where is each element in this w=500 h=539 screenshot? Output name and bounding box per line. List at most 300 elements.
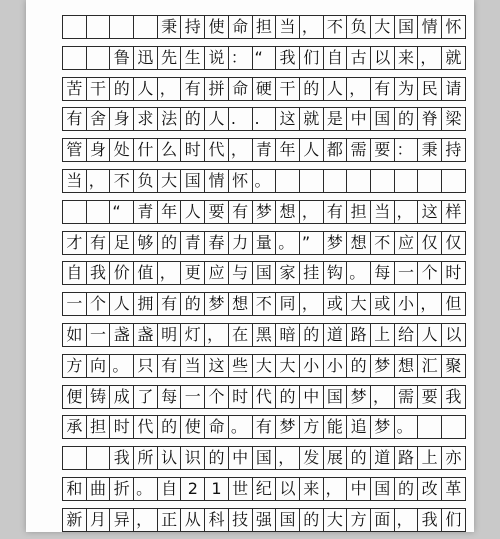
grid-cell: 应 (394, 231, 419, 255)
grid-cell: 。 (394, 415, 419, 439)
grid-cell: 使 (180, 415, 205, 439)
grid-cell: 一 (86, 323, 111, 347)
grid-cell: 或 (323, 292, 348, 316)
grid-cell: 担 (346, 200, 371, 224)
grid-cell: 世 (228, 477, 253, 501)
grid-row (62, 508, 482, 532)
grid-row (62, 138, 482, 162)
grid-cell (394, 169, 419, 193)
grid-cell (62, 15, 87, 39)
grid-cell: 梦 (204, 292, 229, 316)
grid-cell: “ (109, 200, 134, 224)
grid-cell: 想 (394, 354, 419, 378)
grid-cell: 人 (323, 77, 348, 101)
grid-cell: 亦 (441, 446, 466, 470)
grid-cell: 够 (133, 231, 158, 255)
grid-cell: 汇 (417, 354, 442, 378)
grid-row (62, 200, 482, 224)
grid-cell: 持 (441, 138, 466, 162)
grid-cell: 古 (346, 46, 371, 70)
grid-cell: 们 (299, 46, 324, 70)
grid-cell: 秉 (417, 138, 442, 162)
grid-cell: 想 (228, 292, 253, 316)
grid-cell: 国 (275, 508, 300, 532)
grid-cell: 有 (180, 77, 205, 101)
grid-cell: 的 (275, 385, 300, 409)
grid-cell: ， (299, 292, 324, 316)
grid-cell: 国 (394, 15, 419, 39)
grid-cell: 了 (133, 385, 158, 409)
grid-cell: 仅 (417, 231, 442, 255)
grid-cell: 梦 (370, 354, 395, 378)
grid-cell: 上 (370, 323, 395, 347)
grid-cell: 我 (441, 385, 466, 409)
grid-cell: 所 (133, 446, 158, 470)
grid-cell: 人 (204, 107, 229, 131)
grid-cell: 方 (299, 415, 324, 439)
grid-cell: 担 (86, 415, 111, 439)
grid-cell: 明 (157, 323, 182, 347)
grid-cell: 发 (299, 446, 324, 470)
grid-cell: 的 (394, 107, 419, 131)
grid-cell: 民 (417, 77, 442, 101)
grid-row (62, 107, 482, 131)
grid-cell: 自 (62, 261, 87, 285)
grid-cell: 个 (417, 261, 442, 285)
grid-cell: 小 (299, 354, 324, 378)
grid-cell: ， (275, 446, 300, 470)
grid-cell: 处 (109, 138, 134, 162)
grid-cell: ， (370, 385, 395, 409)
grid-cell: 时 (180, 138, 205, 162)
grid-cell: 想 (275, 200, 300, 224)
grid-cell: 才 (62, 231, 87, 255)
grid-cell: 的 (180, 107, 205, 131)
grid-cell: 负 (346, 15, 371, 39)
grid-cell: 。 (109, 354, 134, 378)
grid-row (62, 231, 482, 255)
grid-row (62, 46, 482, 70)
grid-cell: 中 (346, 477, 371, 501)
grid-cell: 当 (180, 354, 205, 378)
grid-cell: 与 (228, 261, 253, 285)
grid-cell: 来 (299, 477, 324, 501)
grid-cell: 干 (86, 77, 111, 101)
grid-cell: 新 (62, 508, 87, 532)
grid-cell: 科 (204, 508, 229, 532)
grid-cell: 。 (252, 169, 277, 193)
grid-cell: 迅 (133, 46, 158, 70)
grid-cell: 时 (109, 415, 134, 439)
grid-row (62, 477, 482, 501)
grid-cell (86, 46, 111, 70)
grid-cell: 求 (133, 107, 158, 131)
grid-row (62, 169, 482, 193)
grid-cell: 这 (204, 354, 229, 378)
grid-cell: 面 (370, 508, 395, 532)
grid-cell: 黑 (252, 323, 277, 347)
grid-cell: 生 (180, 46, 205, 70)
grid-cell: 大 (323, 508, 348, 532)
grid-cell: 足 (109, 231, 134, 255)
grid-cell: ， (157, 77, 182, 101)
grid-cell: 人 (417, 323, 442, 347)
grid-row (62, 261, 482, 285)
grid-cell: 自 (323, 46, 348, 70)
grid-cell: 1 (204, 477, 229, 501)
grid-cell: 便 (62, 385, 87, 409)
grid-cell: ” (299, 231, 324, 255)
grid-cell: 梦 (323, 231, 348, 255)
grid-cell: 青 (252, 138, 277, 162)
grid-cell (86, 15, 111, 39)
grid-row (62, 385, 482, 409)
grid-cell: 每 (157, 385, 182, 409)
grid-cell: 的 (157, 415, 182, 439)
grid-cell: 法 (157, 107, 182, 131)
grid-cell: 小 (394, 292, 419, 316)
grid-cell: 同 (275, 292, 300, 316)
grid-cell: ： (228, 46, 253, 70)
grid-cell: 负 (133, 169, 158, 193)
grid-cell (275, 169, 300, 193)
grid-cell: 但 (441, 292, 466, 316)
grid-cell: 价 (109, 261, 134, 285)
grid-cell: 都 (323, 138, 348, 162)
grid-cell: 一 (394, 261, 419, 285)
grid-cell (441, 415, 466, 439)
grid-cell: 为 (394, 77, 419, 101)
grid-cell: 不 (109, 169, 134, 193)
grid-cell: 的 (346, 354, 371, 378)
grid-cell: 怀 (441, 15, 466, 39)
grid-cell: 国 (252, 446, 277, 470)
grid-cell: 命 (228, 77, 253, 101)
grid-cell: 大 (275, 354, 300, 378)
grid-cell: 月 (86, 508, 111, 532)
grid-cell: 量 (252, 231, 277, 255)
grid-cell: 需 (346, 138, 371, 162)
grid-cell: 铸 (86, 385, 111, 409)
grid-cell: 就 (299, 107, 324, 131)
grid-cell: 命 (204, 415, 229, 439)
grid-cell: 值 (133, 261, 158, 285)
grid-cell: 个 (86, 292, 111, 316)
grid-cell: 来 (394, 46, 419, 70)
grid-cell: 从 (180, 508, 205, 532)
grid-cell: 身 (109, 107, 134, 131)
grid-cell: 个 (204, 385, 229, 409)
grid-cell: 大 (370, 15, 395, 39)
grid-cell: 不 (252, 292, 277, 316)
grid-cell: 有 (157, 354, 182, 378)
grid-cell: 成 (109, 385, 134, 409)
grid-cell: 有 (157, 292, 182, 316)
grid-cell: 改 (417, 477, 442, 501)
grid-cell: ， (228, 138, 253, 162)
grid-cell: 人 (180, 200, 205, 224)
grid-cell: 春 (204, 231, 229, 255)
grid-cell: 代 (204, 138, 229, 162)
grid-cell: 每 (370, 261, 395, 285)
grid-cell: 力 (228, 231, 253, 255)
grid-cell: 技 (228, 508, 253, 532)
grid-cell: ， (394, 508, 419, 532)
grid-cell: 家 (275, 261, 300, 285)
grid-cell: 干 (275, 77, 300, 101)
grid-paper (62, 15, 482, 539)
grid-cell: 追 (346, 415, 371, 439)
grid-cell: 什 (133, 138, 158, 162)
grid-cell: 国 (180, 169, 205, 193)
grid-cell: 请 (441, 77, 466, 101)
grid-cell: 不 (323, 15, 348, 39)
grid-cell: 的 (346, 446, 371, 470)
grid-cell: 方 (62, 354, 87, 378)
grid-cell: 能 (323, 415, 348, 439)
grid-cell: 青 (133, 200, 158, 224)
grid-cell: 曲 (86, 477, 111, 501)
grid-cell: 梦 (346, 385, 371, 409)
grid-cell: 。 (133, 477, 158, 501)
grid-cell: 国 (370, 477, 395, 501)
grid-cell: 我 (275, 46, 300, 70)
grid-cell: 样 (441, 200, 466, 224)
grid-cell: 不 (370, 231, 395, 255)
grid-cell: 认 (157, 446, 182, 470)
grid-cell: 我 (86, 261, 111, 285)
grid-cell: 有 (62, 107, 87, 131)
grid-cell: 更 (180, 261, 205, 285)
grid-cell: 代 (252, 385, 277, 409)
grid-cell: 人 (299, 138, 324, 162)
grid-cell: ， (133, 508, 158, 532)
grid-cell: 识 (180, 446, 205, 470)
grid-cell: 梦 (370, 415, 395, 439)
grid-cell: “ (252, 46, 277, 70)
grid-cell (86, 446, 111, 470)
grid-cell: 么 (157, 138, 182, 162)
grid-cell: 的 (180, 292, 205, 316)
grid-cell: 们 (441, 508, 466, 532)
grid-row (62, 77, 482, 101)
grid-cell: 大 (346, 292, 371, 316)
grid-cell: 是 (323, 107, 348, 131)
grid-cell: 给 (394, 323, 419, 347)
grid-cell: 路 (394, 446, 419, 470)
grid-cell: 大 (252, 354, 277, 378)
grid-cell (346, 169, 371, 193)
grid-cell: 如 (62, 323, 87, 347)
grid-cell: 拼 (204, 77, 229, 101)
grid-cell: 仅 (441, 231, 466, 255)
grid-cell: 人 (109, 292, 134, 316)
grid-cell: 灯 (180, 323, 205, 347)
grid-cell: 我 (417, 508, 442, 532)
grid-cell: ， (417, 292, 442, 316)
grid-cell: 身 (86, 138, 111, 162)
grid-cell: ， (299, 200, 324, 224)
grid-row (62, 292, 482, 316)
grid-cell: 正 (157, 508, 182, 532)
grid-cell: 。 (275, 231, 300, 255)
grid-cell (323, 169, 348, 193)
grid-cell: 担 (252, 15, 277, 39)
grid-cell: 的 (204, 446, 229, 470)
grid-cell: 向 (86, 354, 111, 378)
grid-cell: 舍 (86, 107, 111, 131)
grid-cell: 硬 (252, 77, 277, 101)
grid-cell: 情 (204, 169, 229, 193)
grid-cell: 承 (62, 415, 87, 439)
grid-cell: 有 (252, 415, 277, 439)
grid-cell: 2 (180, 477, 205, 501)
grid-cell: 当 (62, 169, 87, 193)
grid-cell: 自 (157, 477, 182, 501)
grid-cell: 和 (62, 477, 87, 501)
grid-cell: 在 (228, 323, 253, 347)
grid-cell: 管 (62, 138, 87, 162)
grid-cell: 强 (252, 508, 277, 532)
grid-cell: 盏 (133, 323, 158, 347)
grid-cell (62, 200, 87, 224)
grid-cell: 苦 (62, 77, 87, 101)
grid-cell: ， (204, 323, 229, 347)
grid-cell: 有 (228, 200, 253, 224)
grid-cell: 当 (370, 200, 395, 224)
grid-cell: 要 (417, 385, 442, 409)
grid-cell: 些 (228, 354, 253, 378)
grid-cell: 有 (86, 231, 111, 255)
grid-cell: 只 (133, 354, 158, 378)
grid-cell: ， (86, 169, 111, 193)
grid-cell (299, 169, 324, 193)
grid-cell: 国 (252, 261, 277, 285)
grid-cell: 要 (204, 200, 229, 224)
grid-cell: 的 (299, 77, 324, 101)
grid-cell: 使 (204, 15, 229, 39)
grid-cell: 道 (323, 323, 348, 347)
grid-cell: 方 (346, 508, 371, 532)
grid-cell (109, 15, 134, 39)
grid-row (62, 446, 482, 470)
grid-cell: 当 (275, 15, 300, 39)
grid-cell (417, 169, 442, 193)
grid-cell: 年 (275, 138, 300, 162)
grid-cell: 这 (417, 200, 442, 224)
grid-cell: 道 (370, 446, 395, 470)
grid-cell: 青 (180, 231, 205, 255)
grid-cell: 的 (299, 508, 324, 532)
grid-cell: 路 (346, 323, 371, 347)
grid-cell: 想 (346, 231, 371, 255)
grid-cell: 。 (346, 261, 371, 285)
grid-cell: ： (394, 138, 419, 162)
grid-cell: 。 (228, 415, 253, 439)
grid-cell: 以 (275, 477, 300, 501)
grid-cell: 梦 (275, 415, 300, 439)
grid-cell: 中 (299, 385, 324, 409)
grid-cell: 挂 (299, 261, 324, 285)
grid-cell: 或 (370, 292, 395, 316)
grid-row (62, 415, 482, 439)
grid-cell: 年 (157, 200, 182, 224)
grid-row (62, 323, 482, 347)
grid-cell: 应 (204, 261, 229, 285)
grid-cell: 脊 (417, 107, 442, 131)
grid-cell (62, 46, 87, 70)
grid-cell: 需 (394, 385, 419, 409)
grid-cell: 一 (180, 385, 205, 409)
grid-cell: 大 (157, 169, 182, 193)
grid-cell: 要 (370, 138, 395, 162)
grid-cell: 拥 (133, 292, 158, 316)
grid-cell: 聚 (441, 354, 466, 378)
grid-cell: 人 (133, 77, 158, 101)
grid-cell: 说 (204, 46, 229, 70)
grid-cell: 怀 (228, 169, 253, 193)
grid-cell: 以 (370, 46, 395, 70)
grid-cell: ， (346, 77, 371, 101)
grid-cell: ， (323, 477, 348, 501)
grid-cell: 中 (346, 107, 371, 131)
grid-row (62, 354, 482, 378)
grid-cell: 折 (109, 477, 134, 501)
grid-cell: 的 (109, 77, 134, 101)
grid-cell: 梦 (252, 200, 277, 224)
grid-cell: ， (299, 15, 324, 39)
grid-row (62, 15, 482, 39)
grid-cell: ， (394, 200, 419, 224)
grid-cell: 小 (323, 354, 348, 378)
grid-cell (417, 415, 442, 439)
grid-cell: 异 (109, 508, 134, 532)
grid-cell: 有 (370, 77, 395, 101)
grid-cell: 持 (180, 15, 205, 39)
grid-cell: 暗 (275, 323, 300, 347)
grid-cell: . (228, 107, 253, 131)
grid-cell: 情 (417, 15, 442, 39)
grid-cell: 纪 (252, 477, 277, 501)
grid-cell: 上 (417, 446, 442, 470)
grid-cell: 我 (109, 446, 134, 470)
grid-cell: 先 (157, 46, 182, 70)
grid-cell: ， (417, 46, 442, 70)
grid-cell: 命 (228, 15, 253, 39)
grid-cell: 钩 (323, 261, 348, 285)
grid-cell (441, 169, 466, 193)
grid-cell: 的 (157, 231, 182, 255)
grid-cell (370, 169, 395, 193)
grid-cell: 代 (133, 415, 158, 439)
grid-cell (62, 446, 87, 470)
grid-cell: 秉 (157, 15, 182, 39)
grid-cell: 以 (441, 323, 466, 347)
grid-cell: 国 (323, 385, 348, 409)
grid-cell: 一 (62, 292, 87, 316)
grid-cell: 时 (228, 385, 253, 409)
grid-cell: 中 (228, 446, 253, 470)
grid-cell: 展 (323, 446, 348, 470)
grid-cell: 这 (275, 107, 300, 131)
grid-cell: 有 (323, 200, 348, 224)
grid-cell: 梁 (441, 107, 466, 131)
grid-cell: 鲁 (109, 46, 134, 70)
grid-cell (133, 15, 158, 39)
grid-cell: 就 (441, 46, 466, 70)
grid-cell: 国 (370, 107, 395, 131)
grid-cell: . (252, 107, 277, 131)
